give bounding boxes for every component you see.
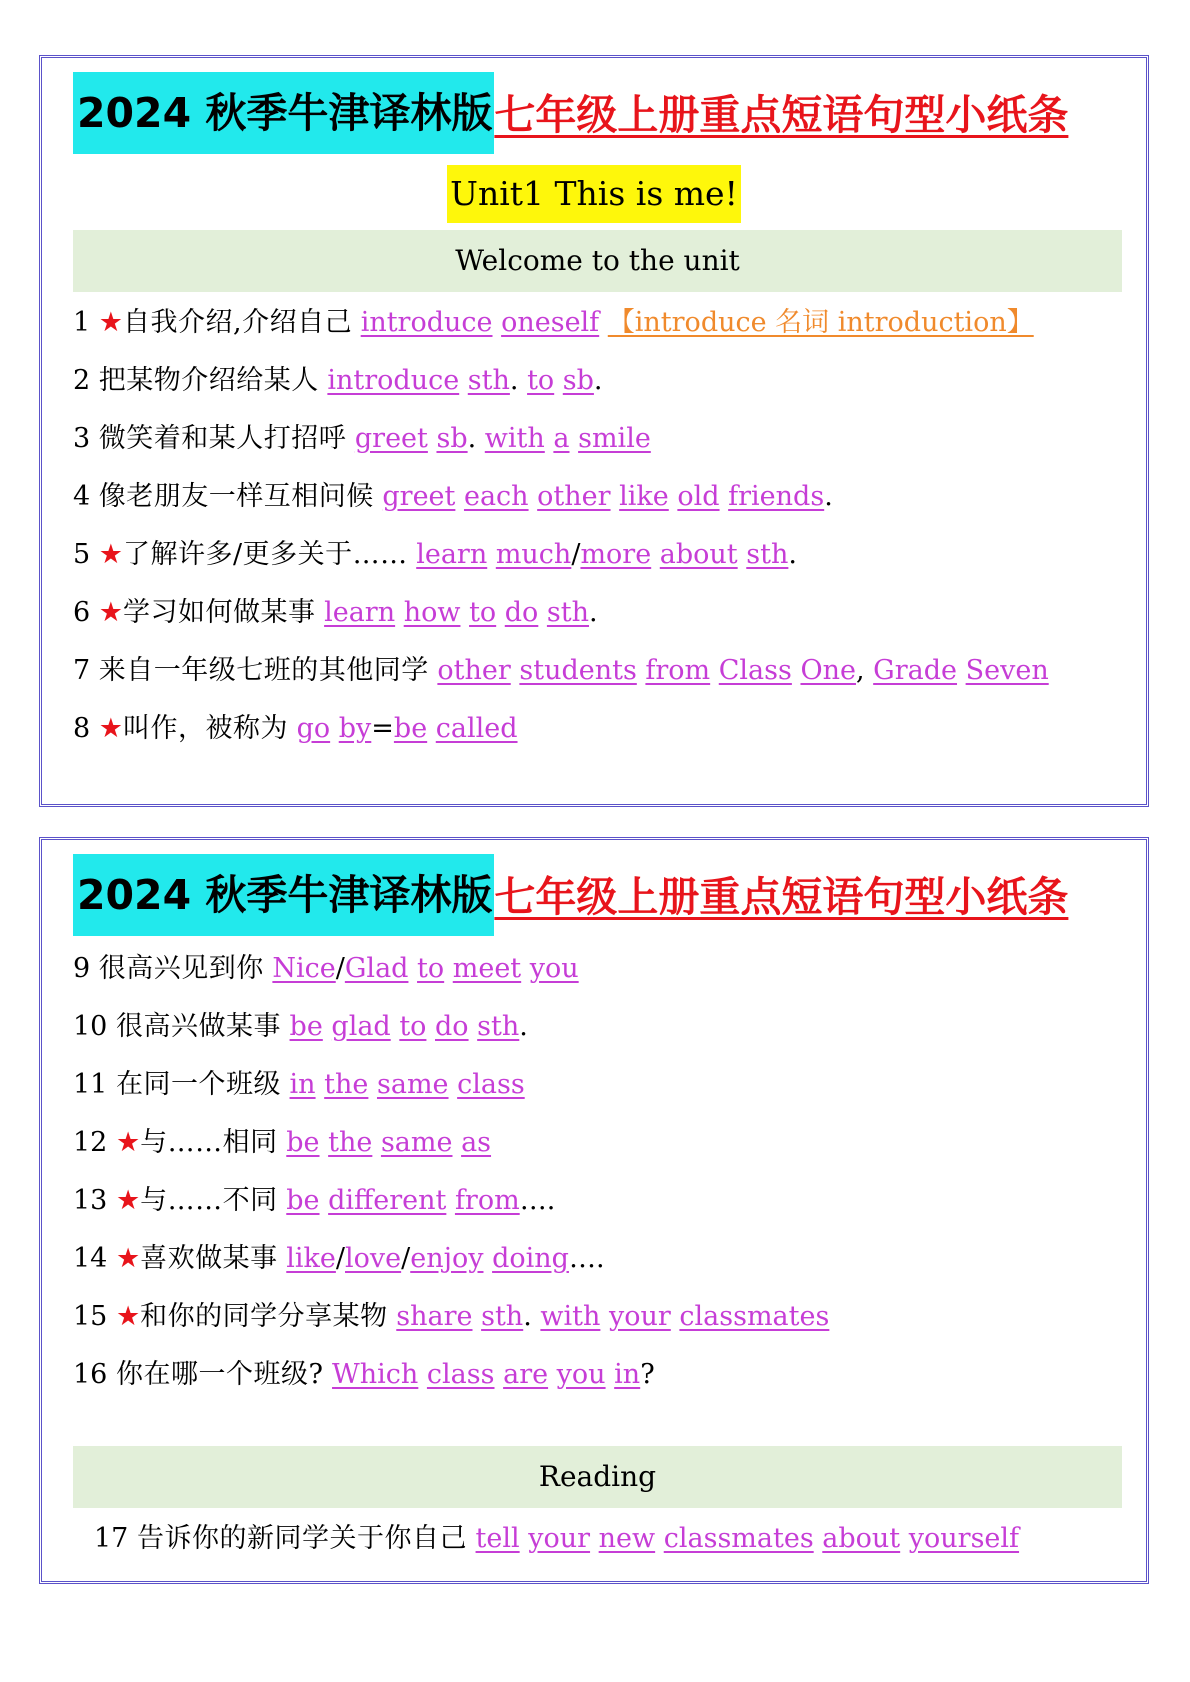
english-word: greet: [354, 423, 428, 454]
item-chinese: 学习如何做某事: [123, 597, 316, 628]
english-word: Which: [332, 1359, 419, 1390]
item-english: [437, 655, 1048, 686]
english-word: as: [461, 1127, 492, 1158]
english-word: Nice: [272, 953, 336, 984]
unit-title: [42, 165, 1146, 223]
list-item: [73, 472, 1133, 522]
english-word: same: [376, 1069, 449, 1100]
english-word: be: [286, 1185, 320, 1216]
list-item: [73, 1350, 1133, 1400]
item-chinese: 了解许多/更多关于……: [123, 539, 408, 570]
punctuation: /: [335, 1243, 345, 1274]
item-chinese: 来自一年级七班的其他同学: [98, 655, 429, 686]
list-item: [73, 356, 1133, 406]
item-number: 8: [73, 713, 91, 744]
english-word: are: [503, 1359, 549, 1390]
item-chinese: 像老朋友一样互相问候: [98, 481, 374, 512]
star-icon: ★: [98, 713, 123, 744]
list-item: [73, 298, 1133, 348]
list-item: [73, 1234, 1133, 1284]
item-number: 9: [73, 953, 91, 984]
card-header: [73, 854, 1068, 936]
punctuation: ?: [640, 1359, 655, 1390]
english-word: each: [463, 481, 529, 512]
english-word: about: [822, 1523, 901, 1554]
english-word: a: [553, 423, 570, 454]
english-word: class: [426, 1359, 495, 1390]
item-english: [272, 953, 578, 984]
item-english: [416, 539, 797, 570]
punctuation: .: [593, 365, 603, 396]
header-title: 七年级上册重点短语句型小纸条: [494, 873, 1069, 921]
item-chinese: 很高兴见到你: [98, 953, 264, 984]
english-word: called: [435, 713, 518, 744]
phrase-card-2: [39, 837, 1149, 1584]
english-word: Seven: [965, 655, 1049, 686]
english-word: classmates: [679, 1301, 830, 1332]
english-word: your: [608, 1301, 671, 1332]
english-word: sth: [481, 1301, 524, 1332]
english-word: learn: [416, 539, 488, 570]
item-note: 【introduce 名词 introduction】: [607, 307, 1034, 338]
english-word: to: [417, 953, 445, 984]
item-number: 7: [73, 655, 91, 686]
item-number: 13: [73, 1185, 108, 1216]
item-english: [396, 1301, 829, 1332]
item-english: [355, 423, 651, 454]
punctuation: /: [571, 539, 581, 570]
english-word: love: [345, 1243, 402, 1274]
english-word: how: [403, 597, 461, 628]
punctuation: .: [467, 423, 477, 454]
english-word: you: [529, 953, 579, 984]
english-word: other: [537, 481, 611, 512]
english-word: sth: [746, 539, 789, 570]
english-word: you: [556, 1359, 606, 1390]
english-word: the: [328, 1127, 373, 1158]
item-number: 16: [73, 1359, 108, 1390]
item-number: 4: [73, 481, 91, 512]
english-word: sth: [546, 597, 590, 628]
list-item: [73, 944, 1133, 994]
star-icon: ★: [115, 1243, 141, 1274]
item-english: [290, 1069, 525, 1100]
item-number: 17: [94, 1523, 129, 1554]
section-welcome: Welcome to the unit: [73, 230, 1122, 292]
english-word: students: [519, 655, 637, 686]
item-chinese: 你在哪一个班级?: [115, 1359, 324, 1390]
item-number: 6: [73, 597, 91, 628]
english-word: friends: [728, 481, 825, 512]
item-chinese: 很高兴做某事: [115, 1011, 281, 1042]
english-word: same: [380, 1127, 453, 1158]
list-item: [73, 1060, 1133, 1110]
item-chinese: 和你的同学分享某物: [140, 1301, 388, 1332]
section-reading: Reading: [73, 1446, 1122, 1508]
list-item: [94, 1514, 1154, 1564]
english-word: share: [396, 1301, 473, 1332]
item-number: 12: [73, 1127, 108, 1158]
english-word: learn: [324, 597, 396, 628]
english-word: to: [527, 365, 555, 396]
english-word: classmates: [663, 1523, 814, 1554]
english-word: sth: [467, 365, 510, 396]
english-word: go: [296, 713, 331, 744]
item-english: [382, 481, 832, 512]
punctuation: .: [519, 1011, 528, 1042]
item-english: [476, 1523, 1020, 1554]
list-item: [73, 530, 1133, 580]
item-number: 2: [73, 365, 91, 396]
punctuation: .: [509, 365, 519, 396]
english-word: doing: [492, 1243, 569, 1274]
item-english: [327, 365, 602, 396]
english-word: oneself: [501, 307, 600, 338]
english-word: greet: [382, 481, 456, 512]
list-item: [73, 588, 1133, 638]
english-word: be: [286, 1127, 320, 1158]
english-word: about: [659, 539, 738, 570]
list-item: [73, 1002, 1133, 1052]
list-item: [73, 1292, 1133, 1342]
item-number: 5: [73, 539, 91, 570]
header-title: 七年级上册重点短语句型小纸条: [494, 91, 1069, 139]
punctuation: =: [371, 713, 394, 744]
item-english: [297, 713, 518, 744]
english-word: introduce: [360, 307, 493, 338]
item-number: 1: [73, 307, 91, 338]
english-word: enjoy: [410, 1243, 484, 1274]
punctuation: ….: [568, 1243, 605, 1274]
english-word: from: [454, 1185, 520, 1216]
english-word: glad: [331, 1011, 391, 1042]
item-chinese: 与……相同: [140, 1127, 278, 1158]
punctuation: .: [788, 539, 797, 570]
list-item: [73, 414, 1133, 464]
english-word: old: [677, 481, 720, 512]
item-chinese: 与……不同: [140, 1185, 278, 1216]
english-word: to: [469, 597, 497, 628]
english-word: tell: [475, 1523, 520, 1554]
english-word: like: [619, 481, 669, 512]
star-icon: ★: [98, 597, 123, 628]
item-chinese: 喜欢做某事: [140, 1243, 278, 1274]
english-word: with: [484, 423, 545, 454]
english-word: Glad: [344, 953, 409, 984]
english-word: class: [457, 1069, 525, 1100]
item-english: [286, 1185, 555, 1216]
english-word: introduce: [327, 365, 460, 396]
list-item: [73, 1118, 1133, 1168]
item-english: [290, 1011, 528, 1042]
english-word: much: [495, 539, 572, 570]
item-chinese: 自我介绍,介绍自己: [123, 307, 353, 338]
item-chinese: 微笑着和某人打招呼: [98, 423, 347, 454]
punctuation: .: [824, 481, 833, 512]
star-icon: ★: [115, 1185, 141, 1216]
item-english: [361, 307, 600, 338]
english-word: sb: [562, 365, 594, 396]
english-word: be: [289, 1011, 323, 1042]
english-word: in: [614, 1359, 641, 1390]
english-word: different: [328, 1185, 447, 1216]
english-word: with: [540, 1301, 601, 1332]
punctuation: /: [401, 1243, 411, 1274]
punctuation: .: [589, 597, 598, 628]
english-word: One: [800, 655, 856, 686]
item-english: [286, 1243, 604, 1274]
item-number: 14: [73, 1243, 108, 1274]
list-item: [73, 1176, 1133, 1226]
star-icon: ★: [115, 1301, 141, 1332]
header-year-edition: 2024 秋季牛津译林版: [73, 854, 494, 936]
list-item: [73, 646, 1133, 696]
english-word: your: [528, 1523, 591, 1554]
star-icon: ★: [98, 539, 123, 570]
english-word: sth: [477, 1011, 520, 1042]
english-word: yourself: [908, 1523, 1020, 1554]
card-header: [73, 72, 1068, 154]
english-word: more: [580, 539, 652, 570]
english-word: meet: [452, 953, 522, 984]
star-icon: ★: [115, 1127, 141, 1158]
english-word: in: [289, 1069, 316, 1100]
english-word: do: [435, 1011, 469, 1042]
star-icon: ★: [98, 307, 123, 338]
english-word: the: [324, 1069, 369, 1100]
punctuation: ….: [519, 1185, 556, 1216]
phrase-card-1: [39, 55, 1149, 807]
english-word: by: [338, 713, 372, 744]
item-number: 11: [73, 1069, 108, 1100]
punctuation: ,: [855, 655, 865, 686]
item-number: 3: [73, 423, 91, 454]
item-number: 15: [73, 1301, 108, 1332]
english-word: new: [598, 1523, 656, 1554]
english-word: do: [504, 597, 539, 628]
item-chinese: 在同一个班级: [115, 1069, 281, 1100]
item-chinese: 把某物介绍给某人: [98, 365, 319, 396]
punctuation: /: [335, 953, 345, 984]
item-english: [286, 1127, 491, 1158]
english-word: Grade: [873, 655, 958, 686]
item-english: [324, 597, 598, 628]
english-word: to: [399, 1011, 427, 1042]
english-word: from: [645, 655, 711, 686]
item-number: 10: [73, 1011, 108, 1042]
item-chinese: 叫作，被称为: [123, 713, 288, 744]
english-word: other: [437, 655, 511, 686]
english-word: be: [393, 713, 428, 744]
item-english: [332, 1359, 655, 1390]
header-year-edition: 2024 秋季牛津译林版: [73, 72, 494, 154]
unit-title-text: Unit1 This is me!: [447, 165, 741, 223]
item-chinese: 告诉你的新同学关于你自己: [136, 1523, 467, 1554]
english-word: smile: [578, 423, 651, 454]
english-word: Class: [718, 655, 792, 686]
english-word: like: [286, 1243, 336, 1274]
list-item: [73, 704, 1133, 754]
punctuation: .: [523, 1301, 532, 1332]
english-word: sb: [436, 423, 468, 454]
